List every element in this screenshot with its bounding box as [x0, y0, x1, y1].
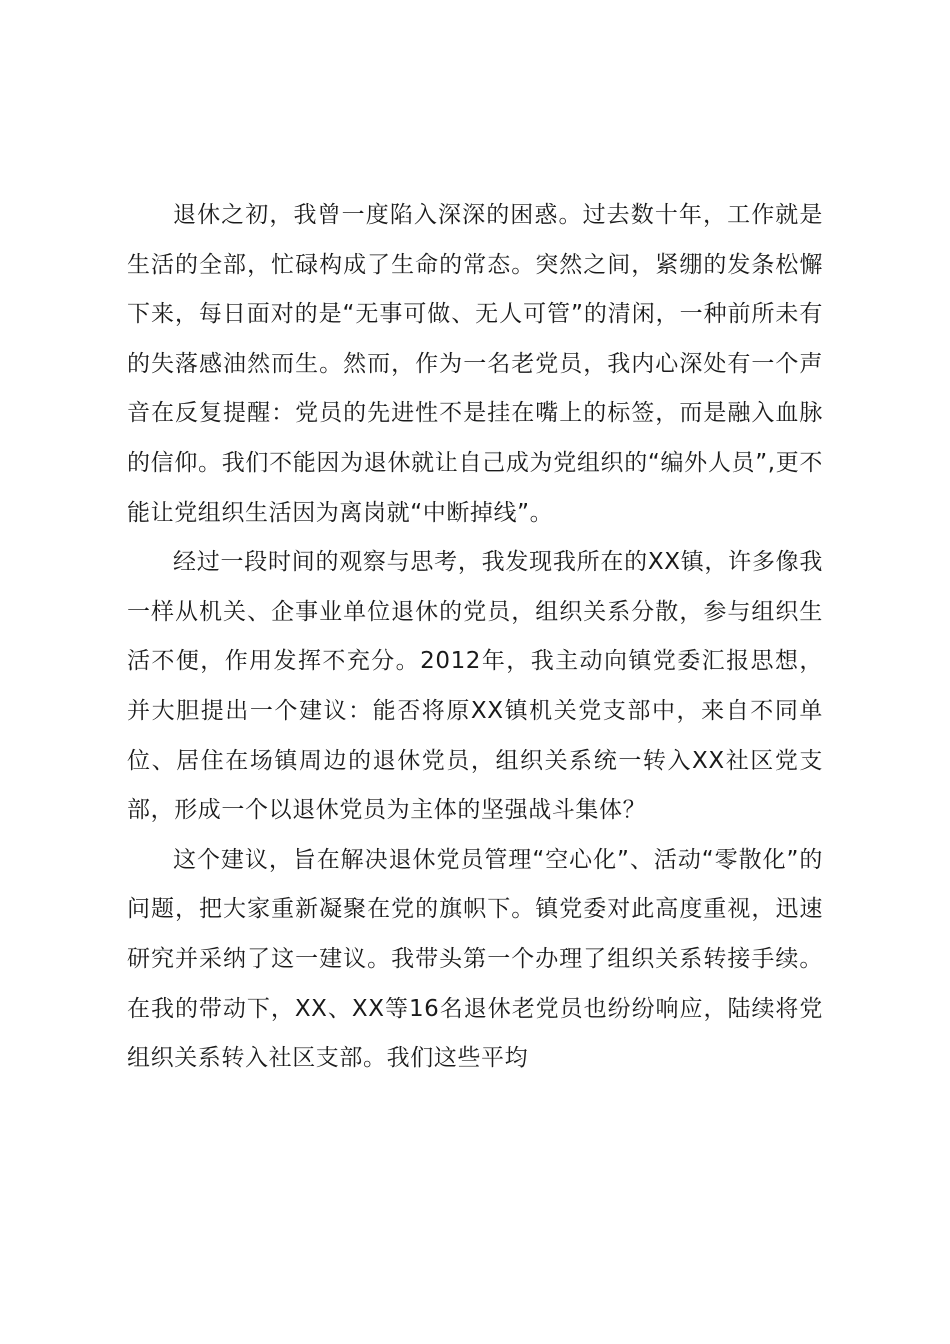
paragraph-proposal-adopted: 这个建议，旨在解决退休党员管理“空心化”、活动“零散化”的问题，把大家重新凝聚在党的旗帜下。镇党委对此高度重视，迅速研究并采纳了这一建议。我带头第一个办理了组织关系转接手续。在我的带动下，XX、XX等16名退休老党员也纷纷响应，陆续将党组织关系转入社区支部。我们这些平均 — [127, 846, 823, 1072]
document-body — [127, 191, 823, 1084]
paragraph-observation-proposal: 经过一段时间的观察与思考，我发现我所在的XX镇，许多像我一样从机关、企事业单位退休的党员，组织关系分散，参与组织生活不便，作用发挥不充分。2012年，我主动向镇党委汇报思想，并大胆提出一个建议：能否将原XX镇机关党支部中，来自不同单位、居住在场镇周边的退休党员，组织关系统一转入XX社区党支部，形成一个以退休党员为主体的坚强战斗集体？ — [127, 549, 823, 824]
paragraph-retirement-confusion: 退休之初，我曾一度陷入深深的困惑。过去数十年，工作就是生活的全部，忙碌构成了生命的常态。突然之间，紧绷的发条松懈下来，每日面对的是“无事可做、无人可管”的清闲，一种前所未有的失落感油然而生。然而，作为一名老党员，我内心深处有一个声音在反复提醒：党员的先进性不是挂在嘴上的标签，而是融入血脉的信仰。我们不能因为退休就让自己成为党组织的“编外人员”,更不能让党组织生活因为离岗就“中断掉线”。 — [127, 202, 823, 526]
